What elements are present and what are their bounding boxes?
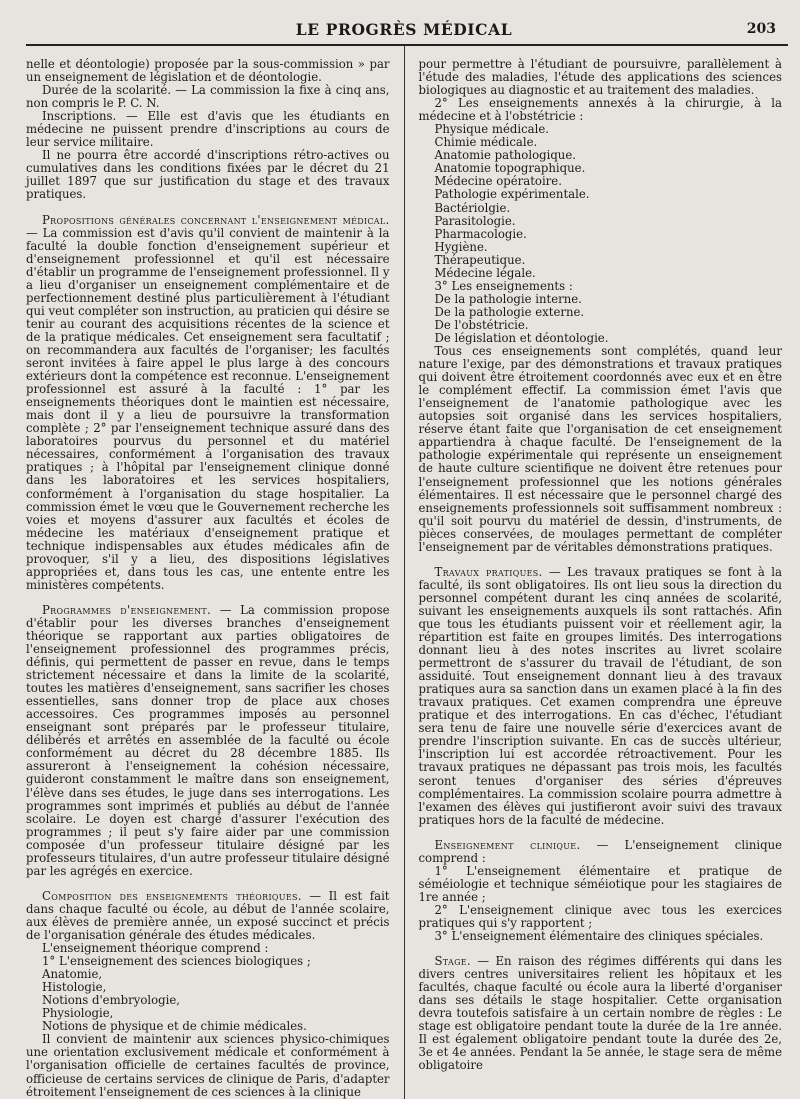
section-heading: Programmes d'enseignement. — [42, 602, 212, 617]
section-heading: Propositions générales concernant l'enseignement médical. — [42, 212, 390, 227]
header-rule — [26, 44, 788, 46]
list-item: De la pathologie externe. — [434, 304, 585, 319]
paragraph: L'enseignement théorique comprend : — [42, 941, 269, 956]
paragraph: 2° L'enseignement clinique avec tous les exercices pratiques qui s'y rapportent ; — [418, 902, 783, 930]
list-item: Anatomie, — [42, 967, 103, 982]
annex-teachings-list — [419, 123, 783, 280]
list-item: Pharmacologie. — [434, 226, 527, 241]
list-item: Anatomie pathologique. — [434, 148, 576, 163]
paragraph: Il ne pourra être accordé d'inscriptions rétro-actives ou cumulatives dans les conditions fixées par le décret du 21 juillet 1897 que sur justification du stage et des travaux pratiques. — [26, 148, 390, 202]
list-item: Chimie médicale. — [434, 135, 538, 150]
list-item: Physique médicale. — [434, 122, 549, 137]
paragraph: 2° Les enseignements annexés à la chirurgie, à la médecine et à l'obstétricie : — [418, 96, 783, 124]
list-item: Hygiène. — [434, 239, 488, 254]
section-text: — Il est fait dans chaque faculté ou école, au début de l'année scolaire, aux élèves de première année, un exposé succinct et précis de l'organisation générale des études médicales. — [26, 888, 390, 942]
section-text: — La commission est d'avis qu'il convient de maintenir à la faculté la double fonction d'enseignement supérieur et d'enseignement professionnel et qu'il est nécessaire d'établir un programme de l'enseignement professionnel. Il y a lieu d'organiser un enseignement complémentaire et de perfectionnement destiné plus particulièrement à l'étudiant qui veut compléter son instruction, au praticien qui désire se tenir au courant des acquisitions récentes de la science et de la pratique médicales. Cet enseignement sera facultatif ; on recommandera aux facultés de l'organiser; les facultés seront invitées à faire appel le plus large à des concours extérieurs dont la compétence est reconnue. L'enseignement professionnel est assuré à la faculté : 1° par les enseignements théoriques dont le maintien est nécessaire, mais dont il y a lieu de poursuivre la transformation complète ; 2° par l'enseignement technique assuré dans des laboratoires pourvus du personnel et du matériel nécessaires, conformément à l'organisation des travaux pratiques ; à l'hôpital par l'enseignement clinique donné dans les laboratoires et les services hospitaliers, conformément à l'organisation du stage hospitalier. La commission émet le vœu que le Gouvernement recherche les voies et moyens d'assurer aux facultés et écoles de médecine les matériaux d'enseignement pratique et technique indispensables aux études médicales afin de provoquer, s'il y a lieu, des dispositions législatives appropriées et, dans tous les cas, une entente entre les ministères compétents. — [26, 225, 390, 592]
list-item: De l'obstétricie. — [434, 317, 529, 332]
running-header — [26, 0, 782, 44]
list-item: De législation et déontologie. — [434, 330, 609, 345]
list-item: Thérapeutique. — [434, 252, 526, 267]
list-item: Physiologie, — [42, 1006, 114, 1021]
left-column — [26, 58, 390, 1099]
page-number: 203 — [746, 21, 776, 37]
paragraph: 1° L'enseignement des sciences biologiques ; — [42, 954, 311, 969]
core-teachings-list — [419, 293, 783, 345]
paragraph: 3° Les enseignements : — [434, 278, 573, 293]
section-clinical-teaching — [419, 839, 783, 865]
right-column — [419, 58, 783, 1099]
section-practical-work — [419, 566, 783, 827]
section-text: — L'enseignement clinique comprend : — [418, 837, 783, 865]
section-heading: Travaux pratiques. — [434, 564, 543, 579]
list-item: De la pathologie interne. — [434, 291, 582, 306]
list-item: Médecine légale. — [434, 265, 536, 280]
list-item: Parasitologie. — [434, 213, 516, 228]
list-item: Médecine opératoire. — [434, 174, 562, 189]
paragraph: pour permettre à l'étudiant de poursuivre, parallèlement à l'étude des maladies, l'étude des applications des sciences biologiques au diagnostic et au traitement des maladies. — [418, 57, 783, 98]
section-heading: Composition des enseignements théoriques. — [42, 888, 302, 903]
list-item: Histologie, — [42, 980, 107, 995]
paragraph: 3° L'enseignement élémentaire des cliniques spéciales. — [434, 929, 764, 944]
list-item: Pathologie expérimentale. — [434, 187, 590, 202]
section-internship — [419, 955, 783, 1072]
column-divider — [404, 44, 405, 1099]
section-text: — Les travaux pratiques se font à la faculté, ils sont obligatoires. Ils ont lieu sous la direction du personnel compétent durant les cinq années de scolarité, suivant les enseignements auxquels ils sont rattachés. Afin que tous les étudiants puissent voir et réellement agir, la répartition est faite en groupes limités. Des interrogations donnant lieu à des notes inscrites au livret scolaire permettront de s'assurer du travail de l'étudiant, de son assiduité. Tout enseignement donnant lieu à des travaux pratiques aura sa sanction dans un examen placé à la fin des travaux pratiques. Cet examen comprendra une épreuve pratique et des interrogations. En cas d'échec, l'étudiant sera tenu de faire une nouvelle série d'exercices avant de prendre l'inscription suivante. En cas de succès ultérieur, l'inscription lui est accordée rétroactivement. Pour les travaux pratiques ne dépassant pas trois mois, les facultés seront tenues d'organiser des séries d'épreuves complémentaires. La commission scolaire pourra admettre à l'examen des élèves qui justifieront avoir suivi des travaux pratiques hors de la faculté de médecine. — [418, 564, 783, 827]
section-theoretical-composition — [26, 890, 390, 942]
section-heading: Enseignement clinique. — [434, 837, 581, 852]
paragraph: Inscriptions. — Elle est d'avis que les étudiants en médecine ne puissent prendre d'inscriptions au cours de leur service militaire. — [26, 109, 390, 150]
list-item: Anatomie topographique. — [434, 161, 586, 176]
paragraph: Il convient de maintenir aux sciences physico-chimiques une orientation exclusivement médicale et conformément à l'organisation officielle de certaines facultés de province, officieuse de certains services de clinique de Paris, d'adapter étroitement l'enseignement de ces sciences à la clinique — [26, 1032, 390, 1099]
section-general-propositions — [26, 214, 390, 592]
section-text: — En raison des régimes différents qui dans les divers centres universitaires relient les hôpitaux et les facultés, chaque faculté ou école aura la liberté d'organiser dans ses détails le stage hospitalier. Cette organisation devra toutefois satisfaire à un certain nombre de règles : Le stage est obligatoire pendant toute la durée de la 1re année. Il est également obligatoire pendant toute la durée des 2e, 3e et 4e années. Pendant la 5e année, le stage sera de même obligatoire — [418, 954, 783, 1073]
paragraph: nelle et déontologie) proposée par la sous-commission » par un enseignement de législation et de déontologie. — [26, 57, 390, 85]
section-programmes — [26, 604, 390, 878]
journal-title: LE PROGRÈS MÉDICAL — [295, 20, 513, 39]
list-item: Bactériolgie. — [434, 200, 511, 215]
paragraph: 1° L'enseignement élémentaire et pratique de séméiologie et technique séméiotique pour les stagiaires de 1re année ; — [418, 863, 783, 904]
list-item: Notions de physique et de chimie médicales. — [42, 1019, 307, 1034]
section-text: — La commission propose d'établir pour les diverses branches d'enseignement théorique se rapportant aux parties obligatoires de l'enseignement professionnel des programmes précis, définis, qui permettent de passer en revue, dans le temps strictement nécessaire et dans la limite de la scolarité, toutes les matières d'enseignement, sans sacrifier les choses essentielles, sans donner trop de place aux choses accessoires. Ces programmes imposés au personnel enseignant sont préparés par le professeur titulaire, délibérés et arrêtés en assemblée de la faculté ou école conformément au décret du 28 décembre 1885. Ils assureront à l'enseignement la cohésion nécessaire, guideront constamment le maître dans son enseignement, l'élève dans ses études, le juge dans ses interrogations. Les programmes sont imprimés et publiés au début de l'année scolaire. Le doyen est chargé d'assurer l'exécution des programmes ; il peut s'y faire aider par une commission composée d'un professeur titulaire désigné par les professeurs titulaires, d'un autre professeur titulaire désigné par les agrégés en exercice. — [26, 602, 390, 878]
paragraph: Durée de la scolarité. — La commission la fixe à cinq ans, non compris le P. C. N. — [26, 83, 390, 111]
section-heading: Stage. — [434, 954, 471, 969]
two-column-body — [26, 58, 782, 1099]
paragraph: Tous ces enseignements sont complétés, quand leur nature l'exige, par des démonstrations et travaux pratiques qui doivent être étroitement coordonnés avec eux et en être le complément effectif. La commission émet l'avis que l'enseignement de l'anatomie pathologique avec les autopsies soit organisé dans les services hospitaliers, réserve étant faite que l'organisation de cet enseignement appartiendra à chaque faculté. De l'enseignement de la pathologie expérimentale qui représente un enseignement de haute culture scientifique ne doivent être retenues pour l'enseignement professionnel que les notions générales élémentaires. Il est nécessaire que le personnel chargé des enseignements professionnels soit suffisamment nombreux : qu'il soit pourvu du matériel de dessin, d'instruments, de pièces conservées, de moulages permettant de compléter l'enseignement par de véritables démonstrations pratiques. — [418, 344, 783, 554]
list-item: Notions d'embryologie, — [42, 993, 181, 1008]
biology-list — [26, 968, 390, 1033]
